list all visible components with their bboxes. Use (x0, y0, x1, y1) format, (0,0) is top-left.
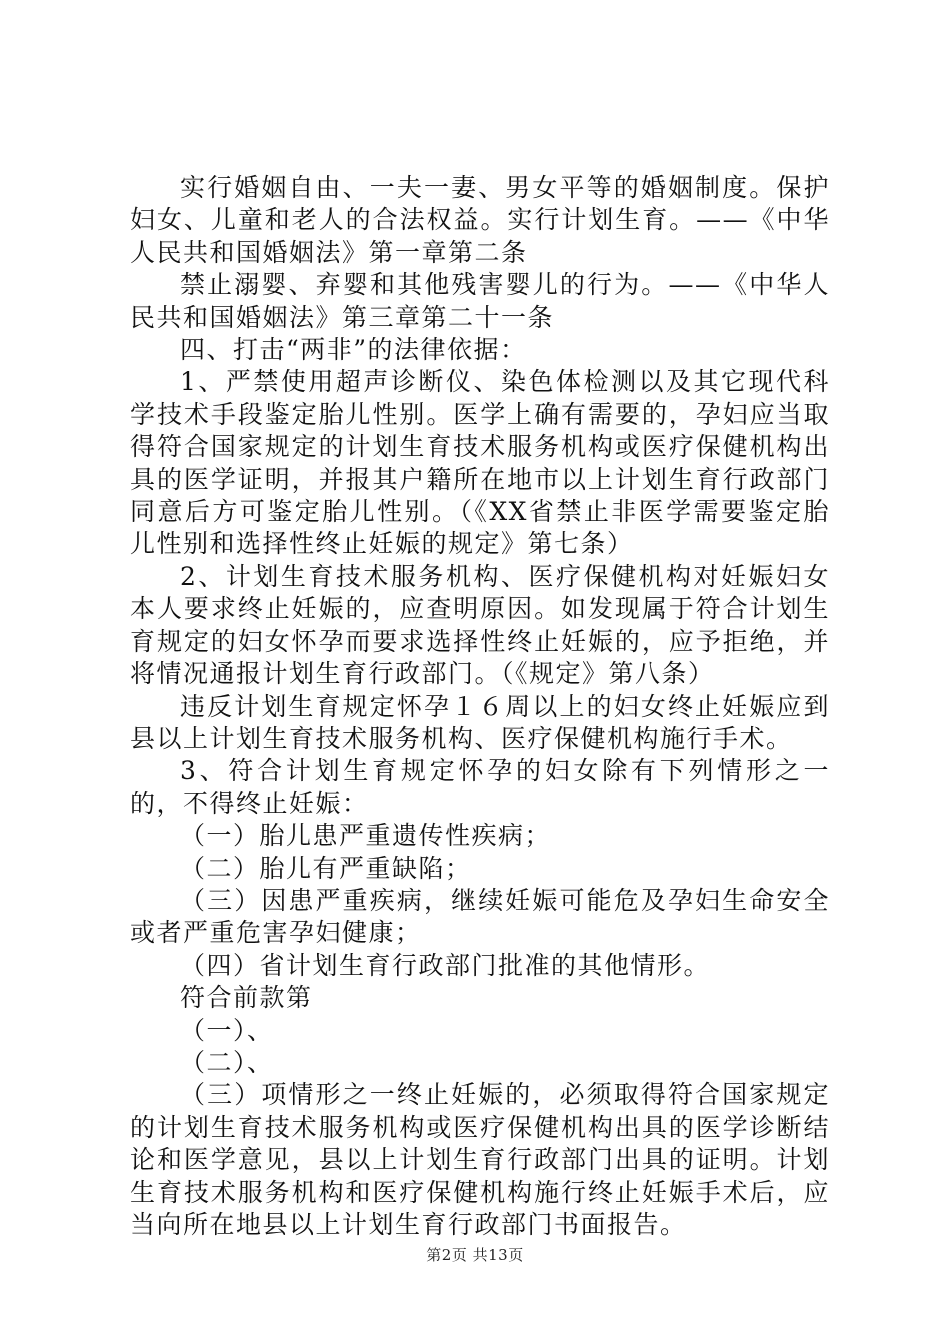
clause-ref-2: （二）、 (180, 1047, 274, 1077)
list-item-4: （四）省计划生育行政部门批准的其他情形。 (180, 950, 711, 980)
paragraph-16-weeks: 违反计划生育规定怀孕１６周以上的妇女终止妊娠应到县以上计划生育技术服务机构、医疗保健机构施行手术。 (130, 691, 830, 753)
list-item-2: （二）胎儿有严重缺陷； (180, 853, 472, 883)
paragraph-marriage-law-art2: 实行婚姻自由、一夫一妻、男女平等的婚姻制度。保护妇女、儿童和老人的合法权益。实行计划生育。——《中华人民共和国婚姻法》第一章第二条 (130, 173, 830, 267)
section-heading-legal-basis: 四、打击“两非”的法律依据： (180, 335, 527, 365)
document-body (130, 172, 830, 1241)
paragraph-preceding-clause: 符合前款第 (180, 983, 313, 1013)
paragraph-marriage-law-art21: 禁止溺婴、弃婴和其他残害婴儿的行为。——《中华人民共和国婚姻法》第三章第二十一条 (130, 270, 830, 332)
clause-ref-1: （一）、 (180, 1015, 274, 1045)
list-item-1: （一）胎儿患严重遗传性疾病； (180, 821, 552, 851)
list-item-3: （三）因患严重疾病，继续妊娠可能危及孕妇生命安全或者严重危害孕妇健康； (130, 885, 830, 948)
paragraph-item-2: 2、计划生育技术服务机构、医疗保健机构对妊娠妇女本人要求终止妊娠的，应查明原因。如发现属于符合计划生育规定的妇女怀孕而要求选择性终止妊娠的，应予拒绝，并将情况通报计划生育行政部门。（《规定》第八条） (130, 561, 830, 689)
paragraph-item-1: 1、严禁使用超声诊断仪、染色体检测以及其它现代科学技术手段鉴定胎儿性别。医学上确有需要的，孕妇应当取得符合国家规定的计划生育技术服务机构或医疗保健机构出具的医学证明，并报其户籍所在地市以上计划生育行政部门同意后方可鉴定胎儿性别。（《XX省禁止非医学需要鉴定胎儿性别和选择性终止妊娠的规定》第七条） (130, 367, 830, 559)
paragraph-clause-3-requirements: （三）项情形之一终止妊娠的，必须取得符合国家规定的计划生育技术服务机构或医疗保健机构出具的医学诊断结论和医学意见，县以上计划生育行政部门出具的证明。计划生育技术服务机构和医疗保健机构施行终止妊娠手术后，应当向所在地县以上计划生育行政部门书面报告。 (130, 1080, 830, 1239)
page-number-footer: 第2页 共13页 (426, 1246, 524, 1264)
paragraph-item-3: 3、符合计划生育规定怀孕的妇女除有下列情形之一的，不得终止妊娠： (130, 756, 830, 818)
